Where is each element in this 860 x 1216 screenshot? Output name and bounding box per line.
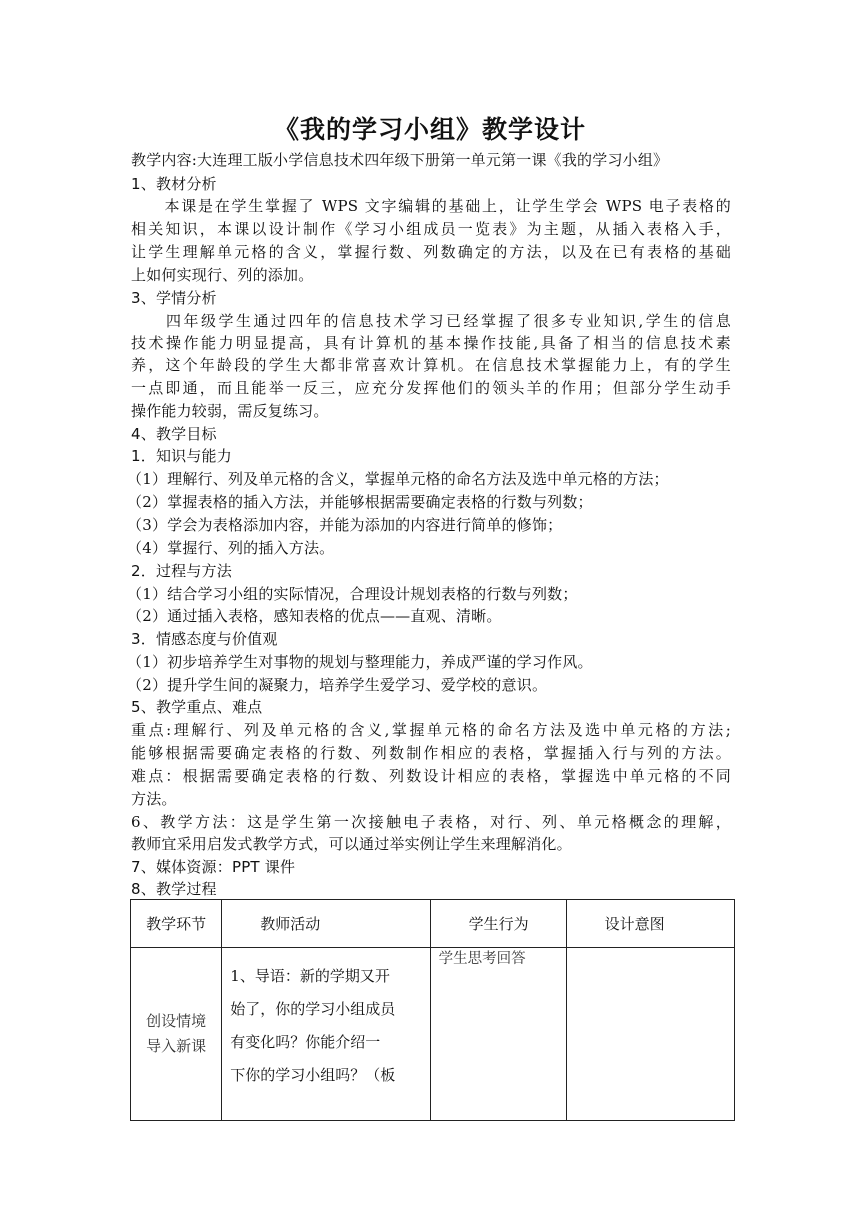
subsection-heading: 3．情感态度与价值观: [131, 630, 278, 648]
objective-item: （2）通过插入表格，感知表格的优点——直观、清晰。: [127, 607, 502, 625]
objective-item: （1）初步培养学生对事物的规划与整理能力，养成严谨的学习作风。: [127, 653, 593, 671]
paragraph-line: 养，这个年龄段的学生大都非常喜欢计算机。在信息技术掌握能力上，有的学生: [131, 356, 731, 374]
key-point-line: 重点:理解行、列及单元格的含义,掌握单元格的命名方法及选中单元格的方法;: [131, 721, 731, 739]
method-line: 教师宜采用启发式教学方式，可以通过举实例让学生来理解消化。: [131, 835, 572, 853]
section-heading: 5、教学重点、难点: [131, 698, 263, 716]
paragraph-line: 一点即通，而且能举一反三，应充分发挥他们的领头羊的作用；但部分学生动手: [131, 379, 731, 397]
paragraph-line: 相关知识，本课以设计制作《学习小组成员一览表》为主题，从插入表格入手，: [131, 220, 731, 238]
paragraph-line: 四年级学生通过四年的信息技术学习已经掌握了很多专业知识,学生的信息: [131, 312, 731, 330]
key-point-line: 能够根据需要确定表格的行数、列数制作相应的表格，掌握插入行与列的方法。: [131, 744, 731, 762]
objective-item: （2）提升学生间的凝聚力，培养学生爱学习、爱学校的意识。: [127, 676, 548, 694]
objective-item: （3）学会为表格添加内容，并能为添加的内容进行简单的修饰；: [127, 516, 563, 534]
subsection-heading: 2．过程与方法: [131, 562, 232, 580]
table-header-row: [131, 900, 735, 948]
method-line: 6、教学方法：这是学生第一次接触电子表格，对行、列、单元格概念的理解，: [131, 813, 731, 831]
paragraph-line: 上如何实现行、列的添加。: [131, 266, 314, 284]
stage-cell: 创设情境 导入新课: [131, 948, 222, 1121]
table-row: [131, 948, 735, 1121]
paragraph-line: 技术操作能力明显提高，具有计算机的基本操作技能,具备了相当的信息技术素: [131, 334, 731, 352]
section-heading: 4、教学目标: [131, 425, 217, 443]
objective-item: （1）结合学习小组的实际情况，合理设计规划表格的行数与列数；: [127, 585, 578, 603]
teacher-activity-cell: 1、导语：新的学期又开 始了，你的学习小组成员 有变化吗？你能介绍一 下你的学习小组吗？（板: [222, 948, 430, 1121]
media-resources: 7、媒体资源：PPT 课件: [131, 858, 296, 876]
design-intent-cell: [566, 948, 734, 1121]
table-header-cell: 教学环节: [131, 900, 222, 948]
table-header-cell: 教师活动: [222, 900, 430, 948]
teaching-content: 教学内容:大连理工版小学信息技术四年级下册第一单元第一课《我的学习小组》: [131, 151, 669, 169]
difficulty-line: 难点：根据需要确定表格的行数、列数设计相应的表格，掌握选中单元格的不同: [131, 767, 731, 785]
section-heading: 3、学情分析: [131, 289, 217, 307]
paragraph-line: 本课是在学生掌握了 WPS 文字编辑的基础上，让学生学会 WPS 电子表格的: [131, 197, 731, 215]
paragraph-line: 让学生理解单元格的含义，掌握行数、列数确定的方法，以及在已有表格的基础: [131, 243, 731, 261]
subsection-heading: 1．知识与能力: [131, 447, 232, 465]
paragraph-line: 操作能力较弱，需反复练习。: [131, 402, 329, 420]
difficulty-line: 方法。: [131, 790, 177, 808]
teaching-process-table: [130, 899, 735, 1121]
table-header-cell: 设计意图: [566, 900, 734, 948]
objective-item: （4）掌握行、列的插入方法。: [127, 539, 335, 557]
document-title: 《我的学习小组》教学设计: [273, 115, 586, 144]
table-header-cell: 学生行为: [430, 900, 566, 948]
section-heading: 8、教学过程: [131, 880, 217, 898]
student-behavior-cell: 学生思考回答: [430, 948, 566, 1121]
objective-item: （1）理解行、列及单元格的含义，掌握单元格的命名方法及选中单元格的方法；: [127, 470, 669, 488]
objective-item: （2）掌握表格的插入方法，并能够根据需要确定表格的行数与列数；: [127, 493, 593, 511]
section-heading: 1、教材分析: [131, 175, 217, 193]
